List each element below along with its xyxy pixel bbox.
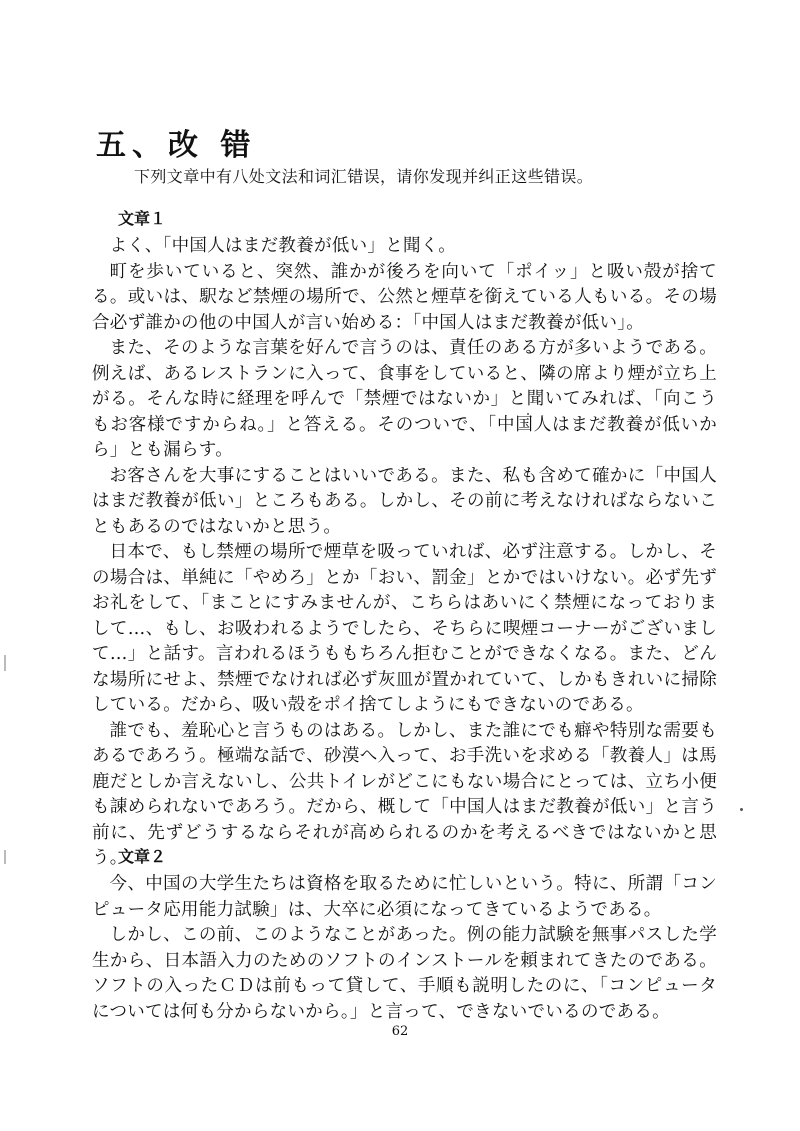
- article-1-paragraph: また、そのような言葉を好んで言うのは、責任のある方が多いようである。例えば、あるレストランに入って、食事をしていると、隣の席より煙が立ち上がる。そんな時に経理を呼んで「禁煙ではないか」と聞いてみれば、「向こうもお客様ですからね。」と答える。そのついで、「中国人はまだ教養が低いから」とも漏らす。: [92, 338, 717, 460]
- article-1-paragraph: よく、「中国人はまだ教養が低い」と聞く。: [109, 236, 457, 256]
- section-title: 五、改 错: [96, 128, 257, 163]
- scan-edge-mark: [4, 850, 6, 864]
- article-1-heading: 文章１: [118, 209, 167, 228]
- scan-speck: [527, 413, 529, 415]
- article-1-paragraph: 日本で、もし禁煙の場所で煙草を吸っていれば、必ず注意する。しかし、その場合は、単純に「やめろ」とか「おい、罰金」とかではいけない。必ず先ずお礼をして、「まことにすみませんが、こちらはあいにく禁煙になっておりまして…、もし、お吸われるようでしたら、そちらに喫煙コーナーがございまして…」と話す。言われるほうももちろん拒むことができなくなる。また、どんな場所にせよ、禁煙でなければ必ず灰皿が置かれていて、しかもきれいに掃除している。だから、吸い殻をポイ捨てしようにもできないのである。: [92, 542, 717, 715]
- article-1: [92, 204, 717, 872]
- instruction-text: 下列文章中有八处文法和词汇错误，请你发现并纠正这些错误。: [134, 167, 594, 186]
- page-number: 62: [391, 1024, 409, 1039]
- article-1-paragraph: 町を歩いていると、突然、誰かが後ろを向いて「ポイッ」と吸い殻が捨てる。或いは、駅など禁煙の場所で、公然と煙草を銜えている人もいる。その場合必ず誰かの他の中国人が言い始める：「中国人はまだ教養が低い」。: [92, 261, 717, 333]
- scan-edge-mark: [4, 655, 6, 671]
- article-2-paragraph: しかし、この前、このようなことがあった。例の能力試験を無事パスした学生から、日本語入力のためのソフトのインストールを頼まれてきたのである。ソフトの入ったＣＤは前もって貸して、手順も説明したのに、「コンピュータについては何も分からないから。」と言って、できないでいるのである。: [92, 925, 717, 1022]
- article-2-heading: 文章２: [118, 847, 167, 866]
- scan-speck: [740, 808, 743, 811]
- article-2: [92, 842, 717, 1025]
- article-2-paragraph: 今、中国の大学生たちは資格を取るために忙しいという。特に、所謂「コンピュータ応用能力試験」は、大卒に必須になってきているようである。: [92, 874, 717, 920]
- article-1-paragraph: 誰でも、羞恥心と言うものはある。しかし、また誰にでも癖や特別な需要もあるであろう。極端な話で、砂漠へ入って、お手洗いを求める「教養人」は馬鹿だとしか言えないし、公共トイレがどこにもない場合にとっては、立ち小便も諌められないであろう。だから、概して「中国人はまだ教養が低い」と言う前に、先ずどうするならそれが高められるのかを考えるべきではないかと思う。: [92, 720, 717, 868]
- article-1-paragraph: お客さんを大事にすることはいいである。また、私も含めて確かに「中国人はまだ教養が低い」ところもある。しかし、その前に考えなければならないこともあるのではないかと思う。: [92, 465, 717, 537]
